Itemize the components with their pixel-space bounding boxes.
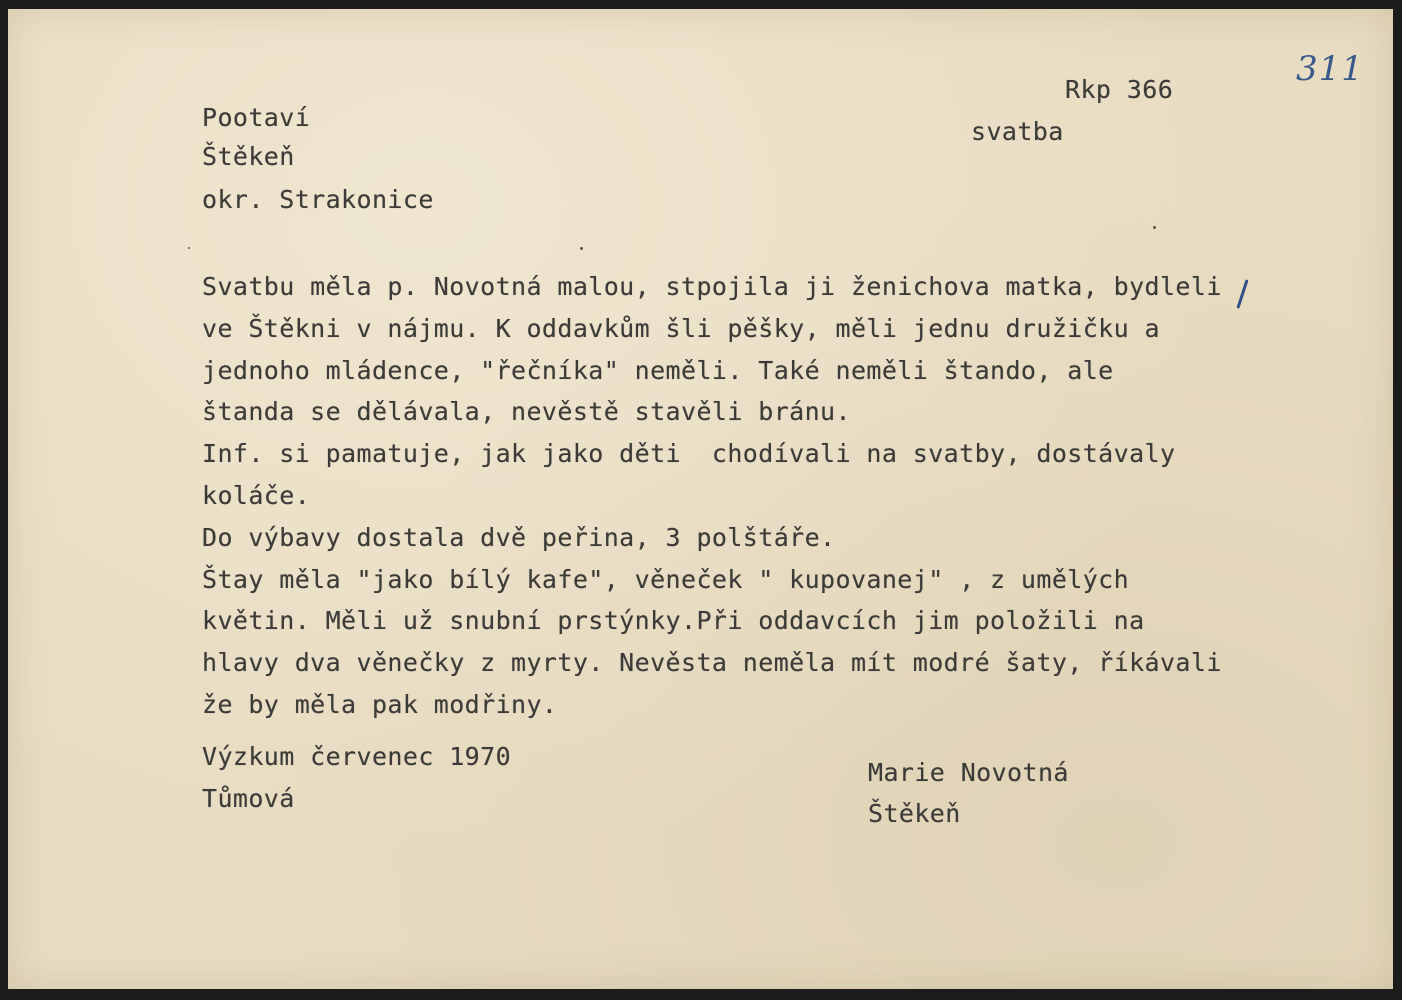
index-card <box>8 9 1393 989</box>
informant-place: Štěkeň <box>868 799 961 828</box>
informant-name: Marie Novotná <box>868 758 1069 787</box>
village-label: Štěkeň <box>202 142 295 171</box>
body-line: koláče. <box>202 480 311 510</box>
research-date: Výzkum červenec 1970 <box>202 742 512 771</box>
body-line: jednoho mládence, "řečníka" neměli. Také neměli štando, ale <box>202 355 1114 385</box>
paper-speck <box>580 247 583 250</box>
body-line: štanda se dělávala, nevěstě stavěli bránu. <box>202 397 851 427</box>
paper-speck <box>1153 226 1156 229</box>
body-line: ve Štěkni v nájmu. K oddavkům šli pěšky, měli jednu družičku a <box>202 313 1160 343</box>
pen-correction-mark <box>1236 279 1248 308</box>
handwritten-page-number: 311 <box>1296 49 1364 89</box>
topic-label: svatba <box>971 117 1064 146</box>
body-line: květin. Měli už snubní prstýnky.Při oddavcích jim položili na <box>202 606 1145 636</box>
district-label: okr. Strakonice <box>202 185 434 214</box>
region-label: Pootaví <box>202 103 311 132</box>
catalog-reference: Rkp 366 <box>1065 75 1174 104</box>
body-line: hlavy dva věnečky z myrty. Nevěsta neměla mít modré šaty, říkávali <box>202 648 1222 678</box>
body-line: Svatbu měla p. Novotná malou, stpojila ji ženichova matka, bydleli <box>202 272 1222 301</box>
body-line: Inf. si pamatuje, jak jako děti chodívali na svatby, dostávaly <box>202 439 1176 469</box>
paper-speck <box>188 247 190 249</box>
body-line: že by měla pak modřiny. <box>202 689 558 719</box>
body-text <box>202 266 1222 726</box>
body-line: Štay měla "jako bílý kafe", věneček " kupovanej" , z umělých <box>202 564 1130 594</box>
researcher-name: Tůmová <box>202 784 295 813</box>
body-line: Do výbavy dostala dvě peřina, 3 polštáře. <box>202 522 836 552</box>
